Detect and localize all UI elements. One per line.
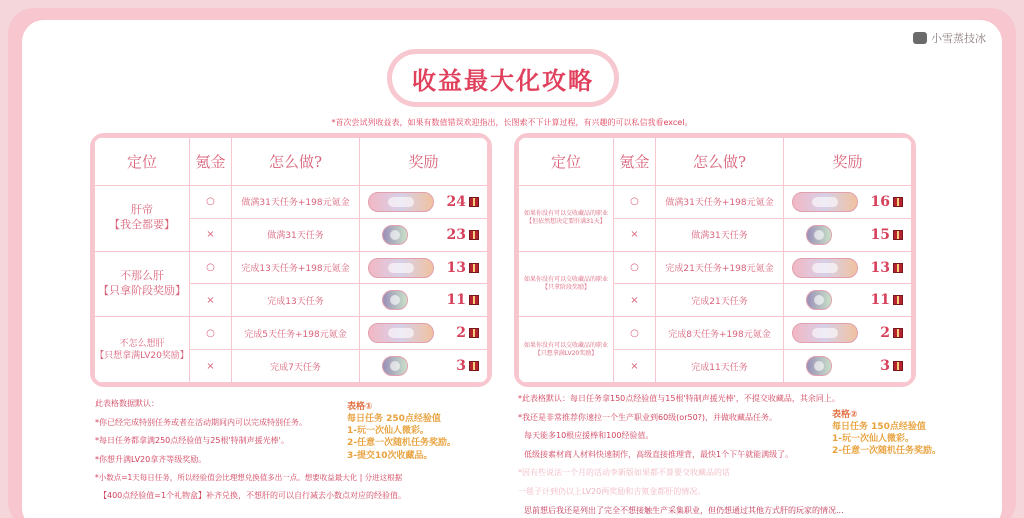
author-name: 小雪蒸技冰 <box>931 32 986 45</box>
note-line: *此表格默认：每日任务拿150点经验值与15根'特制声援光棒'，不提交收藏品，其余同上。 <box>518 394 840 403</box>
reward-count: 15 <box>870 226 890 243</box>
gift-box-icon <box>469 361 479 371</box>
role-cell: 如果你没有可以交收藏品的职业 【但依然想决定要肝满31天】 <box>519 186 614 252</box>
reward-cell <box>784 186 912 219</box>
header-paid: 氪金 <box>190 138 232 186</box>
how-cell: 做满31天任务+198元氪金 <box>656 186 784 219</box>
note-line: *你已经完成特别任务或者在活动期间内可以完成特别任务。 <box>95 417 307 427</box>
reward-items-image <box>382 225 408 245</box>
note-line: *你想升满LV20拿齐等级奖励。 <box>95 454 207 464</box>
reward-count: 11 <box>446 292 466 309</box>
how-cell: 完成21天任务 <box>656 284 784 317</box>
reward-items-image <box>806 225 832 245</box>
gift-box-icon <box>893 328 903 338</box>
header-role: 定位 <box>519 138 614 186</box>
reward-items-image <box>382 290 408 310</box>
reward-count: 13 <box>446 259 466 276</box>
how-cell: 完成21天任务+198元氪金 <box>656 251 784 284</box>
table-2-legend <box>832 409 941 458</box>
reward-cell <box>360 251 488 284</box>
how-cell: 做满31天任务 <box>232 218 360 251</box>
reward-cell <box>784 350 912 383</box>
reward-cell <box>784 251 912 284</box>
paid-mark: ○ <box>190 186 232 219</box>
paid-mark: × <box>190 350 232 383</box>
legend-line: 每日任务 150点经验值 <box>832 422 926 433</box>
paid-mark: ○ <box>614 251 656 284</box>
note-line: 【400点经验值=1个礼物盒】补齐兑换，不想肝的可以自行减去小数点对应的经验值。 <box>99 491 407 501</box>
author-credit <box>913 30 986 46</box>
gift-box-icon <box>469 197 479 207</box>
role-cell: 肝帝 【我全都要】 <box>95 186 190 252</box>
legend-title: 表格① <box>347 402 373 412</box>
author-avatar-icon <box>913 32 927 44</box>
reward-cell <box>360 186 488 219</box>
reward-count: 3 <box>456 358 466 375</box>
header-how: 怎么做? <box>232 138 360 186</box>
legend-line: 2-任意一次随机任务奖励。 <box>347 438 456 449</box>
header-reward: 奖励 <box>360 138 488 186</box>
paid-mark: ○ <box>190 317 232 350</box>
left-table <box>90 133 492 387</box>
gift-box-icon <box>893 263 903 273</box>
legend-line: 2-任意一次随机任务奖励。 <box>832 446 941 457</box>
how-cell: 完成8天任务+198元氪金 <box>656 317 784 350</box>
reward-count: 13 <box>870 259 890 276</box>
gift-box-icon <box>469 230 479 240</box>
how-cell: 做满31天任务 <box>656 218 784 251</box>
how-cell: 做满31天任务+198元氪金 <box>232 186 360 219</box>
reward-cell <box>360 284 488 317</box>
role-cell: 如果你没有可以交收藏品的职业 【只想拿满LV20奖励】 <box>519 317 614 383</box>
title-badge <box>387 49 619 107</box>
paid-mark: × <box>190 284 232 317</box>
paid-mark: × <box>614 218 656 251</box>
reward-items-image <box>368 192 434 212</box>
note-line: *因有些说法一个月的活动李新版如果都不算要交收藏品的话 <box>518 468 730 478</box>
how-cell: 完成11天任务 <box>656 350 784 383</box>
reward-items-image <box>382 356 408 376</box>
paid-mark: × <box>614 284 656 317</box>
how-cell: 完成7天任务 <box>232 350 360 383</box>
legend-line: 每日任务 250点经验值 <box>347 414 441 425</box>
reward-cell <box>360 350 488 383</box>
reward-items-image <box>792 192 858 212</box>
paid-mark: × <box>190 218 232 251</box>
paid-mark: ○ <box>190 251 232 284</box>
reward-items-image <box>368 258 434 278</box>
reward-count: 2 <box>456 325 466 342</box>
legend-line: 3-提交10次收藏品。 <box>347 450 433 461</box>
gift-box-icon <box>469 328 479 338</box>
note-line: *每日任务都拿满250点经验值与25根'特制声援光棒'。 <box>95 436 289 446</box>
reward-count: 16 <box>870 193 890 210</box>
reward-cell <box>784 218 912 251</box>
how-cell: 完成13天任务+198元氪金 <box>232 251 360 284</box>
note-line: 每天能多10根应援棒和100经验值。 <box>524 431 654 441</box>
reward-cell <box>784 284 912 317</box>
header-reward: 奖励 <box>784 138 912 186</box>
gift-box-icon <box>893 230 903 240</box>
header-role: 定位 <box>95 138 190 186</box>
table-1-legend <box>347 401 456 462</box>
gift-box-icon <box>469 295 479 305</box>
role-cell: 如果你没有可以交收藏品的职业 【只拿阶段奖励】 <box>519 251 614 317</box>
gift-box-icon <box>893 197 903 207</box>
reward-count: 3 <box>880 358 890 375</box>
reward-count: 2 <box>880 325 890 342</box>
reward-count: 24 <box>446 193 466 210</box>
note-line: *小数点=1天每日任务，所以经验值会比理想兑换值多出一点。想要收益最大化 | 分进这根据 <box>95 473 403 483</box>
page-title: 收益最大化攻略 <box>412 65 594 95</box>
reward-items-image <box>368 323 434 343</box>
reward-items-image <box>792 258 858 278</box>
note-line: 思前想后我还是列出了完全不想接触生产采集职业，但仍想通过其他方式肝的玩家的情况... <box>524 505 844 515</box>
reward-cell <box>784 317 912 350</box>
paid-mark: ○ <box>614 186 656 219</box>
note-line: 一毯子计到仍以上LV20两奖励和吉氪金都肝的情况。 <box>518 486 706 496</box>
gift-box-icon <box>893 295 903 305</box>
role-cell: 不那么肝 【只拿阶段奖励】 <box>95 251 190 317</box>
note-line: *我还是非常推荐你速拉一个生产职业到60级(or50?)，并做收藏品任务。 <box>518 412 778 422</box>
reward-cell <box>360 218 488 251</box>
header-paid: 氪金 <box>614 138 656 186</box>
reward-items-image <box>792 323 858 343</box>
paid-mark: ○ <box>614 317 656 350</box>
note-line: 低级接素材商人材料快速制作，高级直接推理背，最快1个下午就能满级了。 <box>524 449 794 459</box>
reward-count: 11 <box>870 292 890 309</box>
reward-items-image <box>806 290 832 310</box>
header-how: 怎么做? <box>656 138 784 186</box>
note-line: 此表格数据默认： <box>95 399 159 408</box>
reward-items-image <box>806 356 832 376</box>
gift-box-icon <box>893 361 903 371</box>
how-cell: 完成5天任务+198元氪金 <box>232 317 360 350</box>
paid-mark: × <box>614 350 656 383</box>
legend-title: 表格② <box>832 410 858 420</box>
gift-box-icon <box>469 263 479 273</box>
reward-cell <box>360 317 488 350</box>
legend-line: 1-玩一次仙人微彩。 <box>347 426 429 437</box>
how-cell: 完成13天任务 <box>232 284 360 317</box>
legend-line: 1-玩一次仙人微彩。 <box>832 434 914 445</box>
role-cell: 不怎么想肝 【只想拿满LV20奖励】 <box>95 317 190 383</box>
reward-count: 23 <box>446 226 466 243</box>
right-table <box>514 133 916 387</box>
top-note: *首次尝试列收益表，如果有数值错误欢迎指出，长图索不下计算过程，有兴趣的可以私信我看excel。 <box>331 118 693 127</box>
